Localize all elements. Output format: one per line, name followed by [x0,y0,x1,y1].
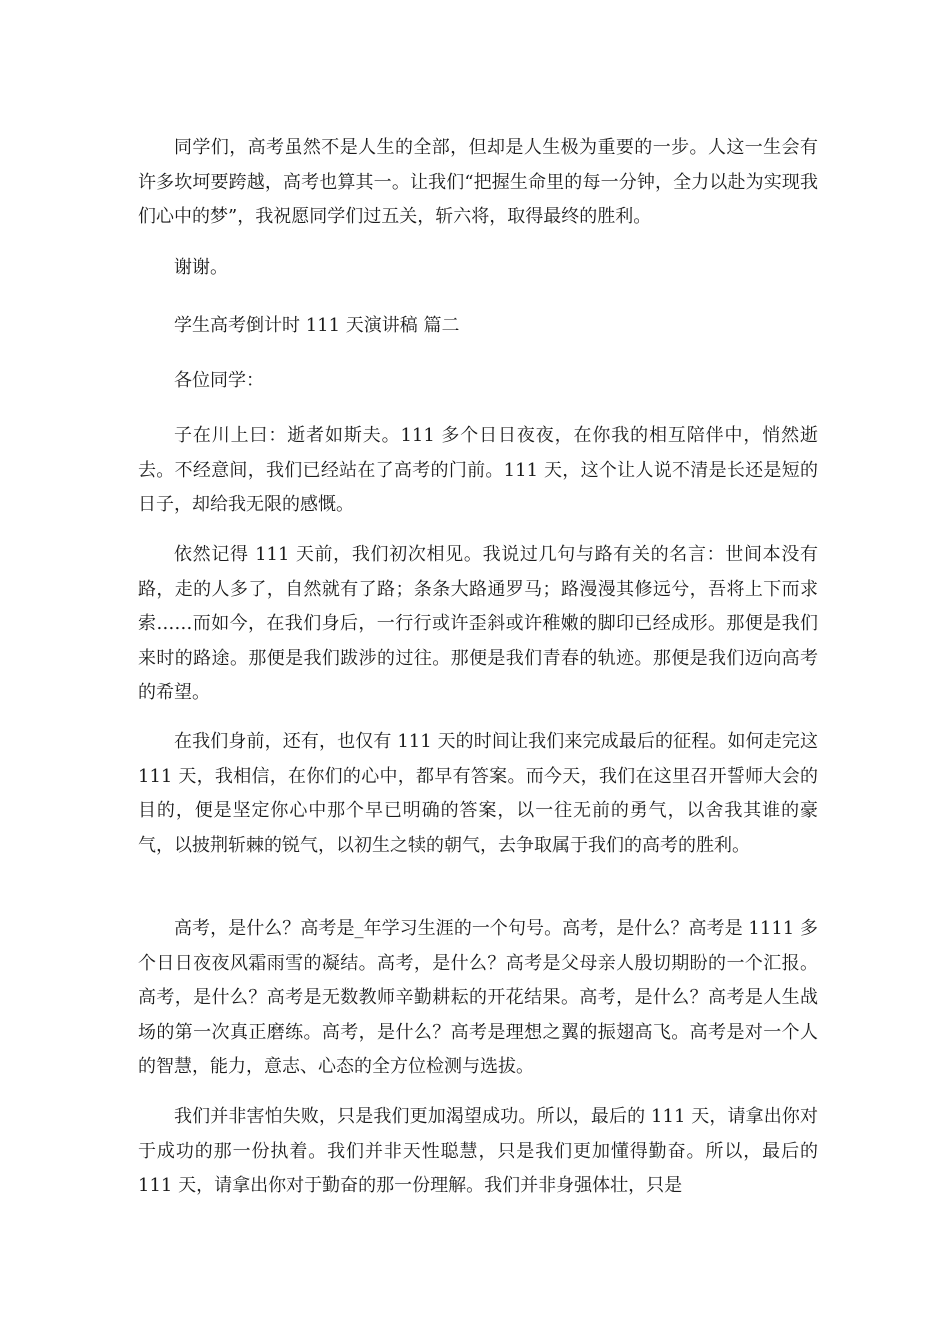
paragraph-intro: 同学们，高考虽然不是人生的全部，但却是人生极为重要的一步。人这一生会有许多坎坷要跨越，高考也算其一。让我们“把握生命里的每一分钟，全力以赴为实现我们心中的梦”，我祝愿同学们过五关，斩六将，取得最终的胜利。 [138,137,818,227]
paragraph-body-4: 高考，是什么？高考是_年学习生涯的一个句号。高考，是什么？高考是 1111 多个日日夜夜风霜雨雪的凝结。高考，是什么？高考是父母亲人殷切期盼的一个汇报。高考，是什么？高考是无数教师辛勤耕耘的开花结果。高考，是什么？高考是人生战场的第一次真正磨练。高考，是什么？高考是理想之翼的振翅高飞。高考是对一个人的智慧，能力，意志、心态的全方位检测与选拔。 [138,918,818,1077]
paragraph-body-5: 我们并非害怕失败，只是我们更加渴望成功。所以，最后的 111 天，请拿出你对于成功的那一份执着。我们并非天性聪慧，只是我们更加懂得勤奋。所以，最后的 111 天，请拿出你对于勤奋的那一份理解。我们并非身强体壮，只是 [138,1106,818,1196]
paragraph-thanks: 谢谢。 [174,257,228,278]
section-heading: 学生高考倒计时 111 天演讲稿 篇二 [174,315,460,336]
paragraph-body-1: 子在川上曰：逝者如斯夫。111 多个日日夜夜，在你我的相互陪伴中，悄然逝去。不经意间，我们已经站在了高考的门前。111 天，这个让人说不清是长还是短的日子，却给我无限的感慨。 [138,425,818,515]
paragraph-body-3: 在我们身前，还有，也仅有 111 天的时间让我们来完成最后的征程。如何走完这 111 天，我相信，在你们的心中，都早有答案。而今天，我们在这里召开誓师大会的目的，便是坚定你心中那个早已明确的答案，以一往无前的勇气，以舍我其谁的豪气，以披荆斩棘的锐气，以初生之犊的朝气，去争取属于我们的高考的胜利。 [138,731,818,856]
paragraph-body-2: 依然记得 111 天前，我们初次相见。我说过几句与路有关的名言：世间本没有路，走的人多了，自然就有了路；条条大路通罗马；路漫漫其修远兮，吾将上下而求索……而如今，在我们身后，一行行或许歪斜或许稚嫩的脚印已经成形。那便是我们来时的路途。那便是我们跋涉的过往。那便是我们青春的轨迹。那便是我们迈向高考的希望。 [138,544,818,703]
paragraph-salutation: 各位同学： [174,370,264,391]
